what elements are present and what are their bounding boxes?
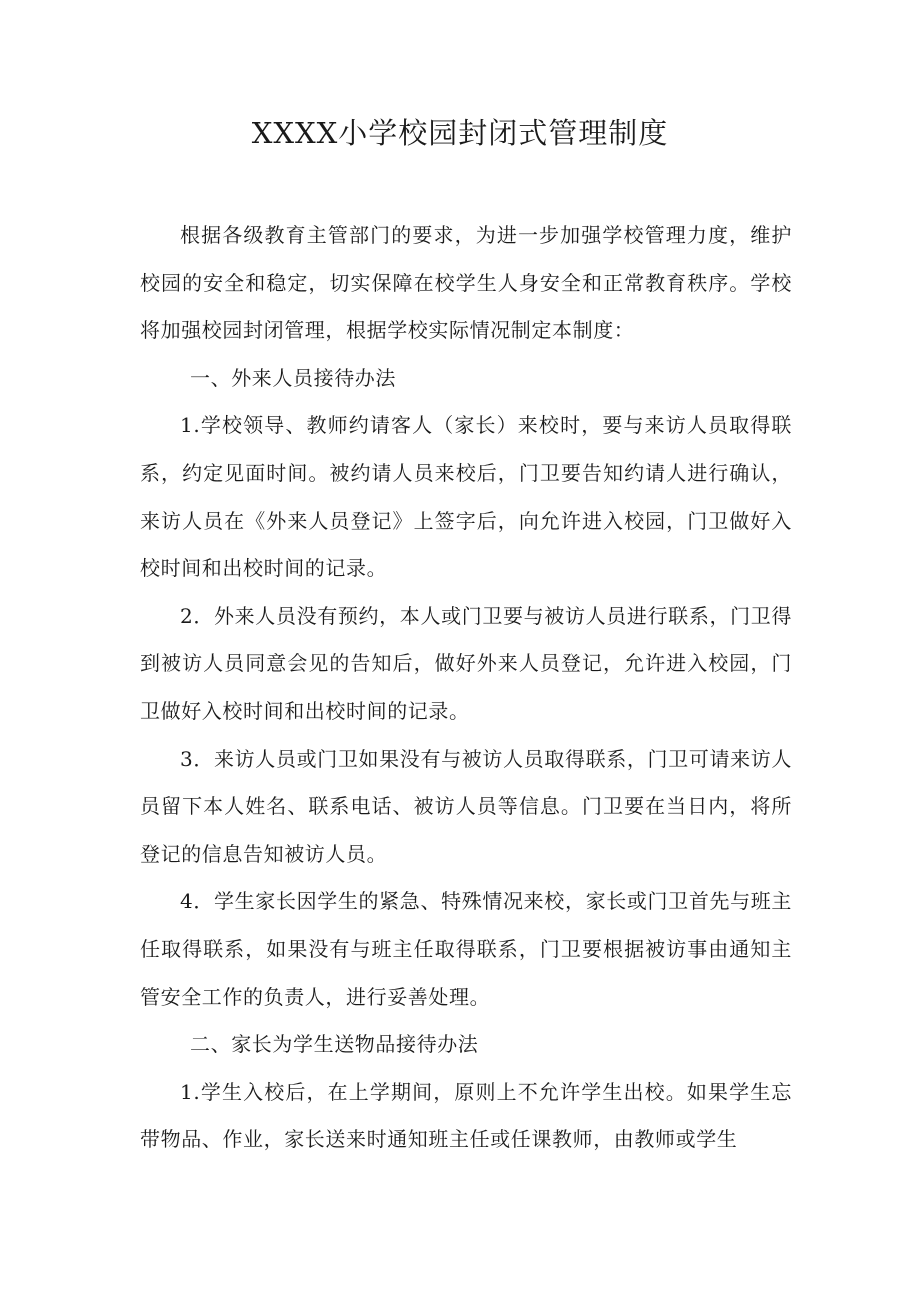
visitors-item-4: 4．学生家长因学生的紧急、特殊情况来校，家长或门卫首先与班主任取得联系，如果没有与班主任取得联系，门卫要根据被访事由通知主管安全工作的负责人，进行妥善处理。 (140, 889, 792, 1009)
intro-paragraph: 根据各级教育主管部门的要求，为进一步加强学校管理力度，维护校园的安全和稳定，切实保障在校学生人身安全和正常教育秩序。学校将加强校园封闭管理，根据学校实际情况制定本制度： (140, 223, 792, 343)
section-heading-visitors: 一、外来人员接待办法 (190, 365, 396, 390)
visitors-item-3: 3．来访人员或门卫如果没有与被访人员取得联系，门卫可请来访人员留下本人姓名、联系电话、被访人员等信息。门卫要在当日内，将所登记的信息告知被访人员。 (140, 746, 792, 866)
document-title: XXXX小学校园封闭式管理制度 (251, 116, 669, 150)
section-heading-parent-delivery: 二、家长为学生送物品接待办法 (190, 1032, 479, 1057)
visitors-item-2: 2．外来人员没有预约，本人或门卫要与被访人员进行联系，门卫得到被访人员同意会见的告知后，做好外来人员登记，允许进入校园，门卫做好入校时间和出校时间的记录。 (140, 603, 792, 723)
visitors-item-1: 1.学校领导、教师约请客人（家长）来校时，要与来访人员取得联系，约定见面时间。被约请人员来校后，门卫要告知约请人进行确认，来访人员在《外来人员登记》上签字后，向允许进入校园，门卫做好入校时间和出校时间的记录。 (140, 413, 792, 581)
document-body (140, 212, 792, 1164)
parent-delivery-item-1: 1.学生入校后，在上学期间，原则上不允许学生出校。如果学生忘带物品、作业，家长送来时通知班主任或任课教师，由教师或学生 (140, 1079, 792, 1152)
